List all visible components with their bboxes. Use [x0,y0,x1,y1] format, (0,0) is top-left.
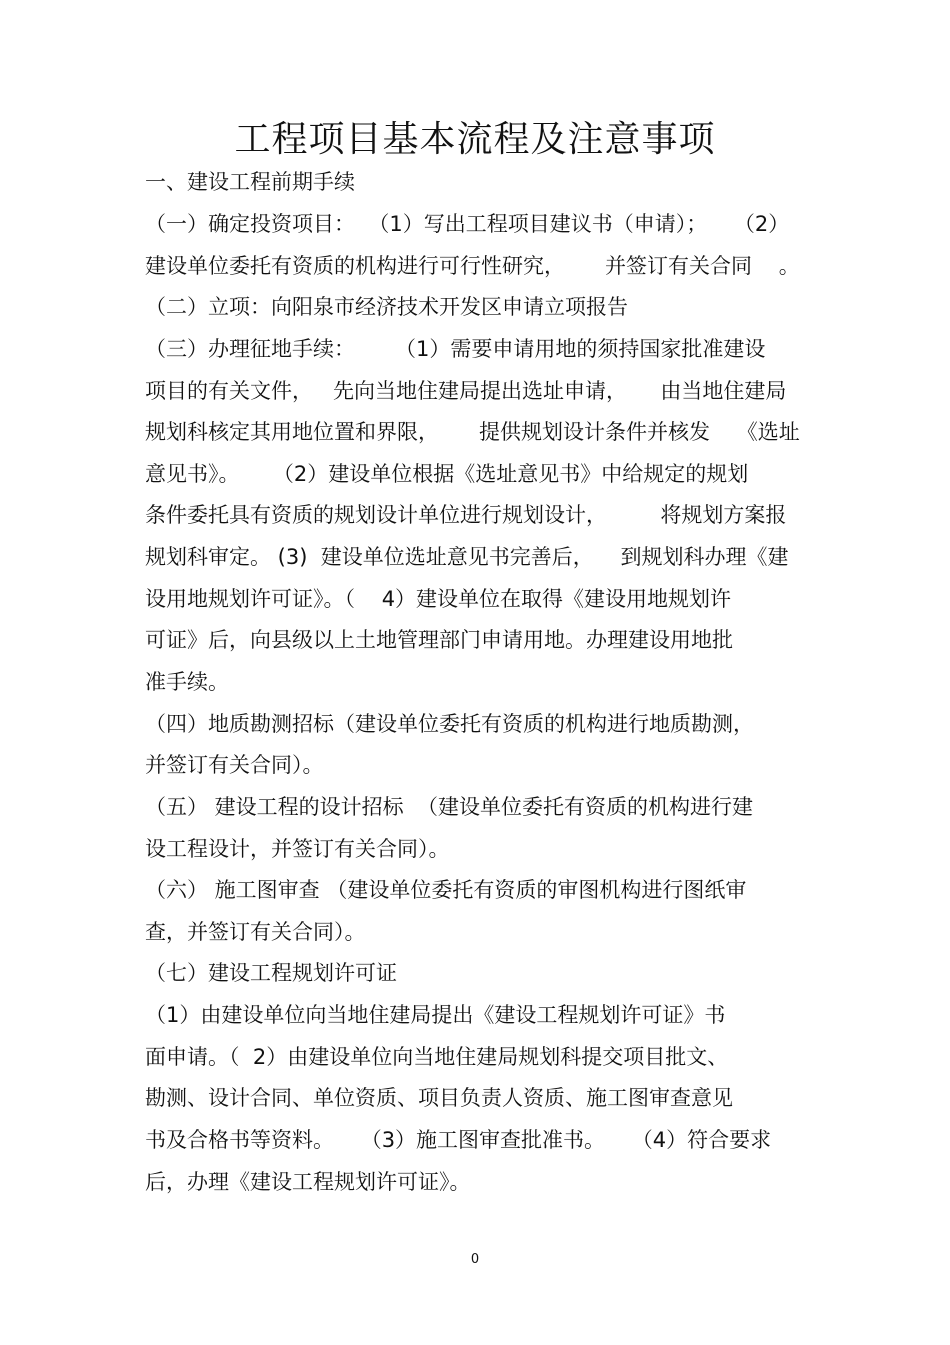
page-number: 0 [470,1252,480,1267]
body-line: 设工程设计，并签订有关合同）。 [145,837,450,861]
body-line: （1）由建设单位向当地住建局提出《建设工程规划许可证》书 [145,1003,726,1027]
body-line: （五） 建设工程的设计招标 （建设单位委托有资质的机构进行建 [145,795,754,819]
body-line: 书及合格书等资料。 （3）施工图审查批准书。 （4）符合要求 [145,1128,772,1152]
document-title: 工程项目基本流程及注意事项 [234,119,716,160]
body-line: （六） 施工图审查 （建设单位委托有资质的审图机构进行图纸审 [145,878,747,902]
body-line: 设用地规划许可证》。（ 4）建设单位在取得《建设用地规划许 [145,587,732,611]
body-line: 后，办理《建设工程规划许可证》。 [145,1170,471,1194]
body-line: （三）办理征地手续： （1）需要申请用地的须持国家批准建设 [145,337,766,361]
body-line: 条件委托具有资质的规划设计单位进行规划设计， 将规划方案报 [145,503,787,527]
body-line: 并签订有关合同）。 [145,753,324,777]
body-line: 准手续。 [145,670,229,694]
body-line: 建设单位委托有资质的机构进行可行性研究， 并签订有关合同 。 [145,254,800,278]
body-line: 规划科审定。 (3) 建设单位选址意见书完善后， 到规划科办理《建 [145,545,789,569]
body-line: 一、建设工程前期手续 [145,170,355,194]
body-line: 勘测、设计合同、单位资质、项目负责人资质、施工图审查意见 [145,1086,733,1110]
body-line: （四）地质勘测招标（建设单位委托有资质的机构进行地质勘测， [145,712,754,736]
body-line: 意见书》。 （2）建设单位根据《选址意见书》中给规定的规划 [145,462,749,486]
body-line: 可证》后，向县级以上土地管理部门申请用地。办理建设用地批 [145,628,733,652]
body-line: 面申请。（ 2）由建设单位向当地住建局规划科提交项目批文、 [145,1045,729,1069]
body-line: 规划科核定其用地位置和界限， 提供规划设计条件并核发 《选址 [145,420,800,444]
body-line: 项目的有关文件， 先向当地住建局提出选址申请， 由当地住建局 [145,379,787,403]
body-line: （七）建设工程规划许可证 [145,961,397,985]
body-line: （二）立项：向阳泉市经济技术开发区申请立项报告 [145,295,628,319]
body-line: （一）确定投资项目： （1）写出工程项目建议书（申请）； （2） [145,212,790,236]
body-line: 查，并签订有关合同）。 [145,920,366,944]
